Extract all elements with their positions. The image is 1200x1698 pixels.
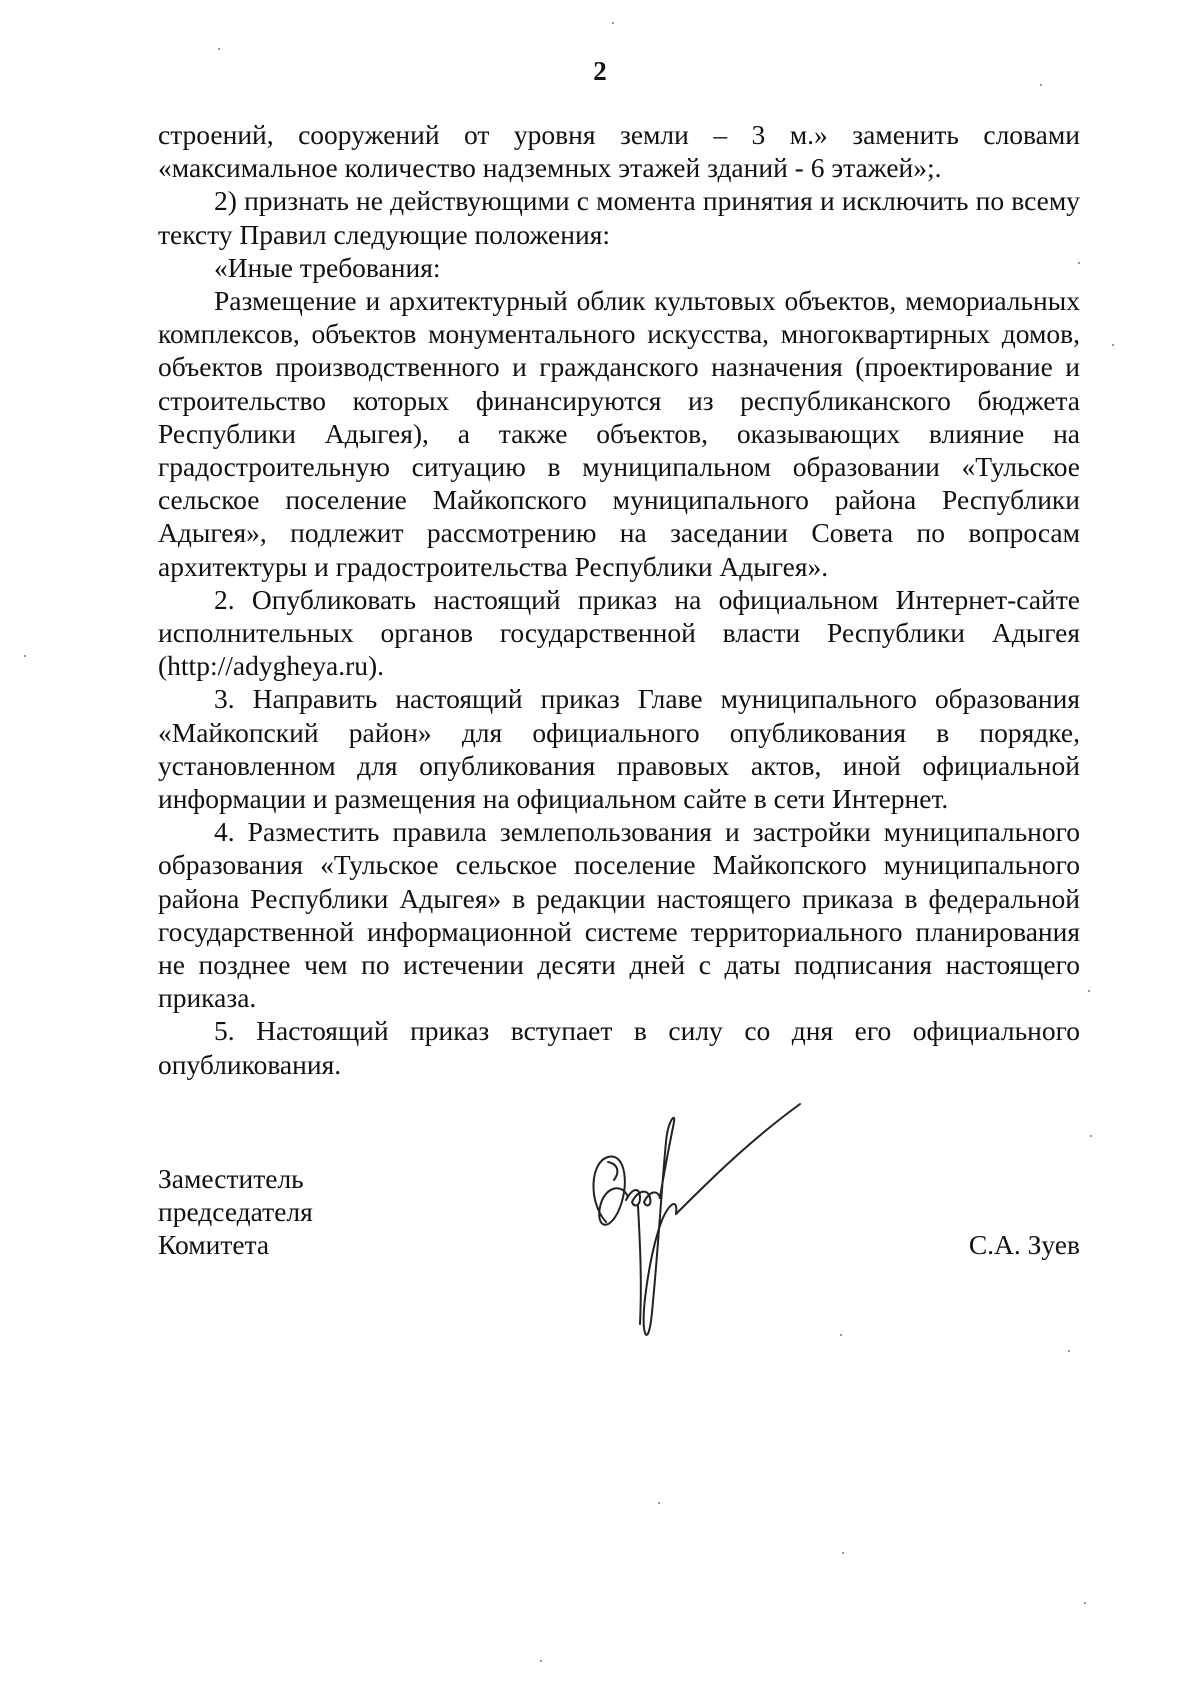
scan-speck (24, 655, 26, 657)
scan-speck (658, 1502, 660, 1504)
signer-position-line: Заместитель (158, 1163, 304, 1194)
paragraph-1: строений, сооружений от уровня земли – 3 м.» заменить словами «максимальное количество надземных этажей зданий - 6 этажей»;. (158, 119, 1080, 184)
scan-speck (540, 1660, 542, 1662)
scan-speck (1112, 344, 1114, 346)
scan-speck (612, 22, 614, 24)
handwritten-signature-icon (578, 1102, 818, 1362)
signer-name: С.А. Зуев (968, 1229, 1080, 1260)
paragraph-3: «Иные требования: (214, 251, 441, 283)
scan-speck (218, 48, 220, 50)
scan-speck (1088, 990, 1090, 992)
page-number: 2 (593, 56, 607, 86)
paragraph-5: 2. Опубликовать настоящий приказ на официальном Интернет-сайте исполнительных органов государственной власти Республики Адыгея (http://adygheya.ru). (158, 583, 1080, 682)
signer-position-line: Комитета (158, 1229, 270, 1260)
scan-speck (842, 1552, 844, 1554)
signer-position-line: председателя (158, 1196, 313, 1227)
scan-speck (1084, 1602, 1086, 1604)
scan-speck (1090, 1135, 1092, 1137)
scan-speck (1040, 84, 1042, 86)
scan-speck (1068, 1350, 1070, 1352)
paragraph-8: 5. Настоящий приказ вступает в силу со дня его официального опубликования. (158, 1015, 1080, 1080)
scan-speck (1078, 262, 1080, 264)
paragraph-6: 3. Направить настоящий приказ Главе муниципального образования «Майкопский район» для официального опубликования в порядке, установленном для опубликования правовых актов, иной официальной информации и размещения на официальном сайте в сети Интернет. (158, 683, 1080, 815)
signature-block (158, 1162, 1080, 1362)
paragraph-7: 4. Разместить правила землепользования и застройки муниципального образования «Тульское сельское поселение Майкопского муниципального района Республики Адыгея» в редакции настоящего приказа в федеральной государственной информационной системе территориального планирования не позднее чем по истечении десяти дней с даты подписания настоящего приказа. (158, 816, 1080, 1014)
paragraph-4: Размещение и архитектурный облик культовых объектов, мемориальных комплексов, объектов монументального искусства, многоквартирных домов, объектов производственного и гражданского назначения (проектирование и строительство которых финансируются из республиканского бюджета Республики Адыгея), а также объектов, оказывающих влияние на градостроительную ситуацию в муниципальном образовании «Тульское сельское поселение Майкопского муниципального района Республики Адыгея», подлежит рассмотрению на заседании Совета по вопросам архитектуры и градостроительства Республики Адыгея». (158, 285, 1080, 582)
signer-position (158, 1162, 313, 1261)
paragraph-2: 2) признать не действующими с момента принятия и исключить по всему тексту Правил следующие положения: (158, 185, 1080, 250)
scan-speck (840, 1334, 842, 1336)
document-body (158, 118, 1080, 1081)
